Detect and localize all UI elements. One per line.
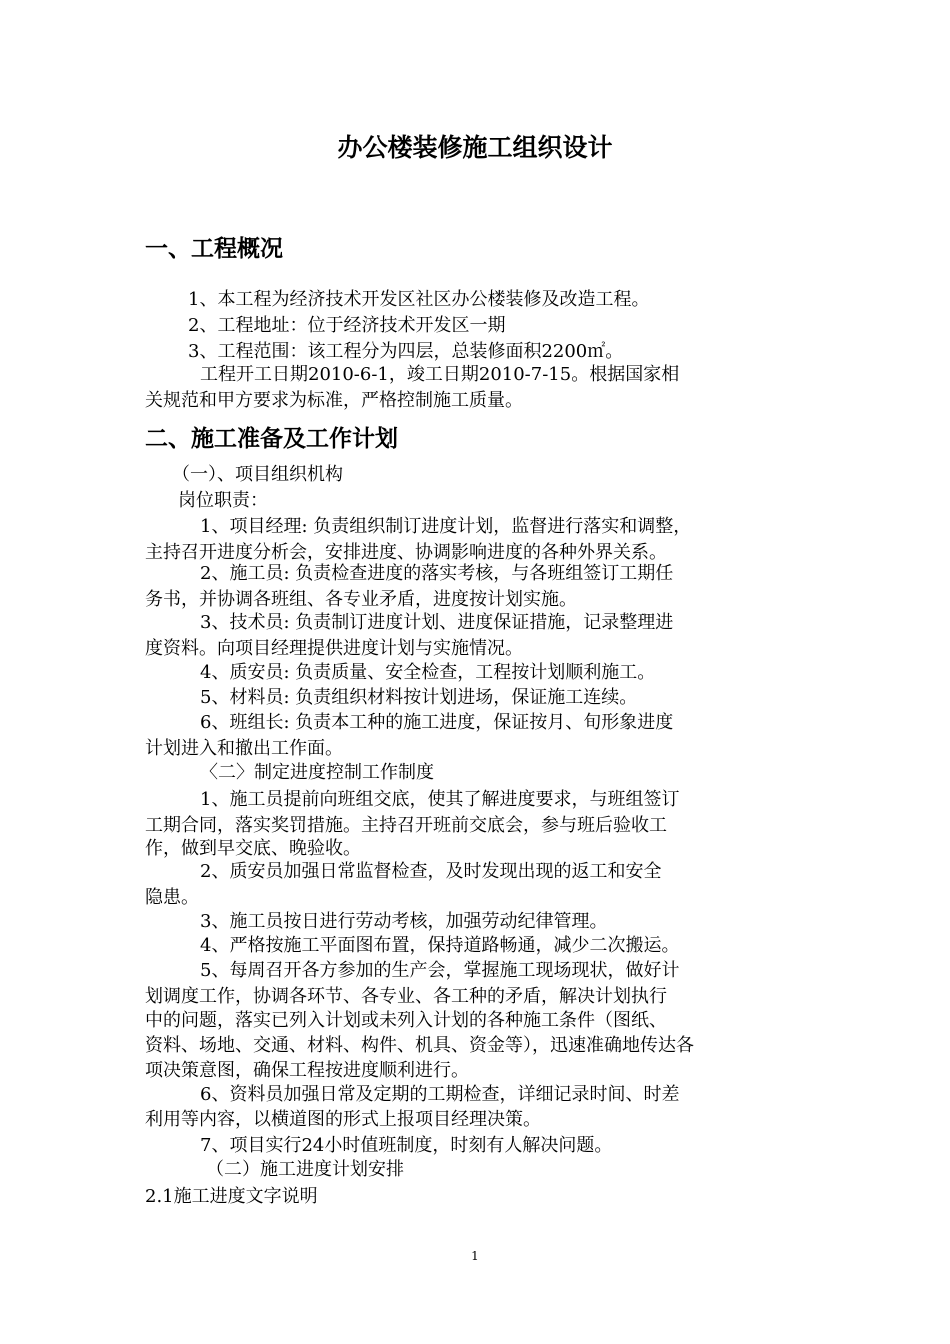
paragraph-line: 4、质安员: 负责质量、安全检查，工程按计划顺利施工。 xyxy=(200,662,656,683)
paragraph-line: 4、严格按施工平面图布置，保持道路畅通，减少二次搬运。 xyxy=(200,935,680,956)
paragraph-line: 7、项目实行24小时值班制度，时刻有人解决问题。 xyxy=(200,1135,613,1156)
paragraph-line: 关规范和甲方要求为标准，严格控制施工质量。 xyxy=(145,390,523,411)
paragraph-line: 6、班组长: 负责本工种的施工进度，保证按月、旬形象进度 xyxy=(200,712,674,733)
paragraph-line: 1、施工员提前向班组交底，使其了解进度要求，与班组签订 xyxy=(200,789,680,810)
paragraph-line: 3、技术员: 负责制订进度计划、进度保证措施，记录整理进 xyxy=(200,612,674,633)
document-title: 办公楼装修施工组织设计 xyxy=(337,133,613,162)
paragraph-line: 1、本工程为经济技术开发区社区办公楼装修及改造工程。 xyxy=(188,289,650,310)
paragraph-line: 5、材料员: 负责组织材料按计划进场，保证施工连续。 xyxy=(200,687,638,708)
paragraph-line: 利用等内容，以横道图的形式上报项目经理决策。 xyxy=(145,1109,541,1130)
paragraph-line: 主持召开进度分析会，安排进度、协调影响进度的各种外界关系。 xyxy=(145,542,667,563)
paragraph-line: 1、项目经理: 负责组织制订进度计划，监督进行落实和调整， xyxy=(200,516,692,537)
paragraph-line: 6、资料员加强日常及定期的工期检查，详细记录时间、时差 xyxy=(200,1084,680,1105)
paragraph-line: 度资料。向项目经理提供进度计划与实施情况。 xyxy=(145,638,523,659)
paragraph-line: 2、施工员: 负责检查进度的落实考核，与各班组签订工期任 xyxy=(200,563,674,584)
page-number: 1 xyxy=(471,1249,479,1263)
paragraph-line: 2、工程地址：位于经济技术开发区一期 xyxy=(188,315,506,336)
paragraph-line: 5、每周召开各方参加的生产会，掌握施工现场现状，做好计 xyxy=(200,960,680,981)
paragraph-line: 资料、场地、交通、材料、构件、机具、资金等），迅速准确地传达各 xyxy=(145,1035,694,1056)
paragraph-line: 务书，并协调各班组、各专业矛盾，进度按计划实施。 xyxy=(145,589,577,610)
subheading-schedule: （二）施工进度计划安排 xyxy=(206,1159,404,1180)
paragraph-line: 3、工程范围：该工程分为四层，总装修面积2200㎡。 xyxy=(188,341,624,362)
section-heading-preparation: 二、施工准备及工作计划 xyxy=(145,426,398,452)
paragraph-line: 项决策意图，确保工程按进度顺利进行。 xyxy=(145,1060,469,1081)
paragraph-line: 划调度工作，协调各环节、各专业、各工种的矛盾，解决计划执行 xyxy=(145,986,667,1007)
paragraph-line: 3、施工员按日进行劳动考核，加强劳动纪律管理。 xyxy=(200,911,608,932)
paragraph-line: 岗位职责： xyxy=(178,490,268,511)
paragraph-line: 中的问题，落实已列入计划或未列入计划的各种施工条件（图纸、 xyxy=(145,1010,667,1031)
paragraph-line: 工期合同，落实奖罚措施。主持召开班前交底会，参与班后验收工 xyxy=(145,815,667,836)
subheading-organization: （一）、项目组织机构 xyxy=(172,464,343,485)
subheading-schedule-text: 2.1施工进度文字说明 xyxy=(145,1186,318,1207)
paragraph-line: 2、质安员加强日常监督检查，及时发现出现的返工和安全 xyxy=(200,861,662,882)
subheading-control-system: 〈二〉制定进度控制工作制度 xyxy=(200,762,434,783)
paragraph-line: 作，做到早交底、晚验收。 xyxy=(145,838,361,859)
section-heading-overview: 一、工程概况 xyxy=(145,236,283,262)
paragraph-line: 工程开工日期2010-6-1，竣工日期2010-7-15。根据国家相 xyxy=(200,364,680,385)
paragraph-line: 计划进入和撤出工作面。 xyxy=(145,738,343,759)
paragraph-line: 隐患。 xyxy=(145,887,199,908)
